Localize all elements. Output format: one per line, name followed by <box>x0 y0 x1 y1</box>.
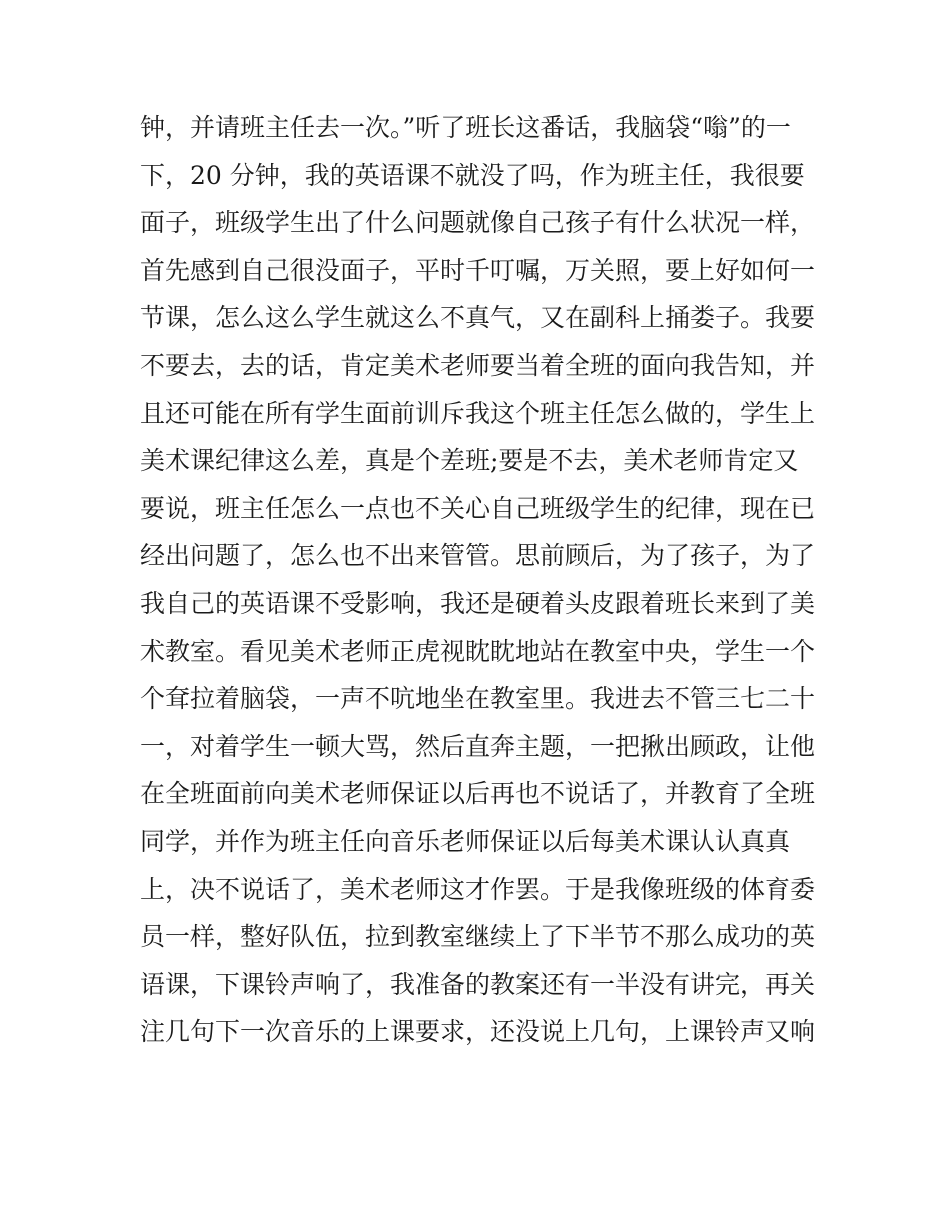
text-line-4: 首先感到自己很没面子，平时千叮嘱，万关照，要上好如何一 <box>140 255 816 285</box>
text-line-1: 钟，并请班主任去一次。”听了班长这番话，我脑袋“嗡”的一 <box>140 113 791 142</box>
text-line-11: 我自己的英语课不受影响，我还是硬着头皮跟着班长来到了美 <box>140 588 816 618</box>
text-line-12: 术教室。看见美术老师正虎视眈眈地站在教室中央，学生一个 <box>140 636 816 666</box>
text-line-9: 要说，班主任怎么一点也不关心自己班级学生的纪律，现在已 <box>140 493 816 523</box>
text-line-10: 经出问题了，怎么也不出来管管。思前顾后，为了孩子，为了 <box>140 541 816 571</box>
text-line-20: 注几句下一次音乐的上课要求，还没说上几句，上课铃声又响 <box>140 1017 816 1047</box>
text-line-7: 且还可能在所有学生面前训斥我这个班主任怎么做的，学生上 <box>140 398 816 428</box>
text-line-15: 在全班面前向美术老师保证以后再也不说话了，并教育了全班 <box>140 779 816 809</box>
text-line-18: 员一样，整好队伍，拉到教室继续上了下半节不那么成功的英 <box>140 922 816 952</box>
text-line-3: 面子，班级学生出了什么问题就像自己孩子有什么状况一样， <box>140 208 816 238</box>
text-line-5: 节课，怎么这么学生就这么不真气，又在副科上捅娄子。我要 <box>140 303 816 333</box>
text-line-14: 一，对着学生一顿大骂，然后直奔主题，一把揪出顾政，让他 <box>140 731 816 761</box>
text-line-13: 个耷拉着脑袋，一声不吭地坐在教室里。我进去不管三七二十 <box>140 684 816 714</box>
text-line-6: 不要去，去的话，肯定美术老师要当着全班的面向我告知，并 <box>140 350 816 380</box>
text-line-17: 上，决不说话了，美术老师这才作罢。于是我像班级的体育委 <box>140 874 816 904</box>
text-line-19: 语课，下课铃声响了，我准备的教案还有一半没有讲完，再关 <box>140 969 816 999</box>
text-line-8: 美术课纪律这么差，真是个差班;要是不去，美术老师肯定又 <box>140 446 799 476</box>
text-line-16: 同学，并作为班主任向音乐老师保证以后每美术课认认真真 <box>140 826 791 856</box>
body-text <box>140 104 820 1056</box>
text-line-2: 下，20 分钟，我的英语课不就没了吗，作为班主任，我很要 <box>140 160 805 190</box>
